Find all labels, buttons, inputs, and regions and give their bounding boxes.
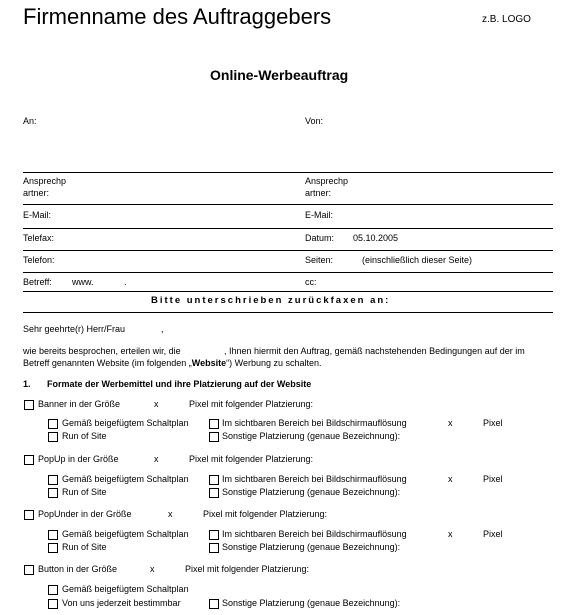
- banner-runofsite-checkbox[interactable]: [48, 432, 58, 442]
- button-sonstige-label: Sonstige Platzierung (genaue Bezeichnung):: [222, 598, 401, 608]
- betreff-www: www.: [72, 277, 94, 287]
- body-line2: [23, 358, 322, 368]
- betreff-label: Betreff:: [23, 277, 52, 287]
- button-sonstige-checkbox[interactable]: [209, 599, 219, 609]
- divider: [23, 250, 553, 251]
- banner-x: x: [154, 399, 159, 409]
- popunder-pixel-text: Pixel mit folgender Platzierung:: [203, 509, 328, 519]
- body-line2-website: Website: [191, 358, 227, 368]
- button-format-label: Button in der Größe: [38, 564, 118, 574]
- banner-sichtbar-label: Im sichtbaren Bereich bei Bildschirmauflösung: [222, 418, 407, 428]
- ansprechpartner-right-line1: Ansprechp: [305, 176, 349, 186]
- popup-pixel-text: Pixel mit folgender Platzierung:: [189, 454, 314, 464]
- seiten-note: (einschließlich dieser Seite): [362, 255, 473, 265]
- ansprechpartner-left-line1: Ansprechp: [23, 176, 67, 186]
- popup-sichtbar-checkbox[interactable]: [209, 475, 219, 485]
- popunder-runofsite-checkbox[interactable]: [48, 543, 58, 553]
- popup-sichtbar-pixel: Pixel: [483, 474, 503, 484]
- popup-runofsite-label: Run of Site: [62, 487, 107, 497]
- popunder-sonstige-checkbox[interactable]: [209, 543, 219, 553]
- divider: [23, 291, 553, 292]
- popunder-sichtbar-pixel: Pixel: [483, 529, 503, 539]
- section-number: 1.: [23, 379, 31, 389]
- button-format-pixel-text: Pixel mit folgender Platzierung:: [185, 564, 310, 574]
- betreff-dot: .: [124, 277, 127, 287]
- popunder-sonstige-label: Sonstige Platzierung (genaue Bezeichnung):: [222, 542, 401, 552]
- body-line1-part1: wie bereits besprochen, erteilen wir, die: [23, 346, 181, 356]
- popunder-sichtbar-x: x: [448, 529, 453, 539]
- popunder-checkbox[interactable]: [24, 510, 34, 520]
- banner-schaltplan-checkbox[interactable]: [48, 419, 58, 429]
- email-right-label: E-Mail:: [305, 210, 334, 220]
- body-line2-part2: “) Werbung zu schalten.: [226, 358, 322, 368]
- banner-sonstige-label: Sonstige Platzierung (genaue Bezeichnung):: [222, 431, 401, 441]
- button-schaltplan-checkbox[interactable]: [48, 585, 58, 595]
- ansprechpartner-left-line2: artner:: [23, 188, 50, 198]
- banner-runofsite-label: Run of Site: [62, 431, 107, 441]
- datum-label: Datum:: [305, 233, 335, 243]
- cc-label: cc:: [305, 277, 317, 287]
- button-bestimmbar-checkbox[interactable]: [48, 599, 58, 609]
- popunder-x: x: [168, 509, 173, 519]
- divider: [23, 228, 553, 229]
- popunder-label: PopUnder in der Größe: [38, 509, 132, 519]
- popup-sichtbar-x: x: [448, 474, 453, 484]
- popunder-schaltplan-checkbox[interactable]: [48, 530, 58, 540]
- button-schaltplan-label: Gemäß beigefügtem Schaltplan: [62, 584, 189, 594]
- popunder-runofsite-label: Run of Site: [62, 542, 107, 552]
- popup-sichtbar-label: Im sichtbaren Bereich bei Bildschirmauflösung: [222, 474, 407, 484]
- popup-schaltplan-checkbox[interactable]: [48, 475, 58, 485]
- von-label: Von:: [305, 116, 324, 126]
- divider: [23, 172, 553, 173]
- company-name: Firmenname des Auftraggebers: [23, 4, 332, 29]
- popup-runofsite-checkbox[interactable]: [48, 488, 58, 498]
- banner-sichtbar-checkbox[interactable]: [209, 419, 219, 429]
- popunder-schaltplan-label: Gemäß beigefügtem Schaltplan: [62, 529, 189, 539]
- button-bestimmbar-label: Von uns jederzeit bestimmbar: [62, 598, 181, 608]
- banner-sichtbar-pixel: Pixel: [483, 418, 503, 428]
- popup-x: x: [154, 454, 159, 464]
- banner-pixel-text: Pixel mit folgender Platzierung:: [189, 399, 314, 409]
- telefon-label: Telefon:: [23, 255, 55, 265]
- body-line2-part1: Betreff genannten Website (im folgenden „: [23, 358, 192, 368]
- telefax-label: Telefax:: [23, 233, 55, 243]
- popup-sonstige-checkbox[interactable]: [209, 488, 219, 498]
- popup-checkbox[interactable]: [24, 455, 34, 465]
- body-line1-part2: , Ihnen hiermit den Auftrag, gemäß nachstehenden Bedingungen auf der im: [224, 346, 525, 356]
- banner-label: Banner in der Größe: [38, 399, 121, 409]
- popunder-sichtbar-checkbox[interactable]: [209, 530, 219, 540]
- salutation-comma: ,: [161, 324, 164, 334]
- popunder-sichtbar-label: Im sichtbaren Bereich bei Bildschirmauflösung: [222, 529, 407, 539]
- button-format-checkbox[interactable]: [24, 565, 34, 575]
- banner-checkbox[interactable]: [24, 400, 34, 410]
- salutation: Sehr geehrte(r) Herr/Frau: [23, 324, 126, 334]
- banner-sichtbar-x: x: [448, 418, 453, 428]
- popup-label: PopUp in der Größe: [38, 454, 119, 464]
- divider: [23, 312, 553, 313]
- banner-sonstige-checkbox[interactable]: [209, 432, 219, 442]
- divider: [23, 204, 553, 205]
- an-label: An:: [23, 116, 37, 126]
- document-title: Online-Werbeauftrag: [210, 67, 349, 83]
- popup-sonstige-label: Sonstige Platzierung (genaue Bezeichnung):: [222, 487, 401, 497]
- section-title: Formate der Werbemittel und ihre Platzierung auf der Website: [47, 379, 312, 389]
- popup-schaltplan-label: Gemäß beigefügtem Schaltplan: [62, 474, 189, 484]
- button-format-x: x: [150, 564, 155, 574]
- seiten-label: Seiten:: [305, 255, 334, 265]
- datum-value: 05.10.2005: [353, 233, 399, 243]
- logo-placeholder: z.B. LOGO: [482, 14, 531, 25]
- ansprechpartner-right-line2: artner:: [305, 188, 332, 198]
- banner-schaltplan-label: Gemäß beigefügtem Schaltplan: [62, 418, 189, 428]
- fax-banner: Bitte unterschrieben zurückfaxen an:: [151, 295, 391, 306]
- divider: [23, 272, 553, 273]
- email-left-label: E-Mail:: [23, 210, 52, 220]
